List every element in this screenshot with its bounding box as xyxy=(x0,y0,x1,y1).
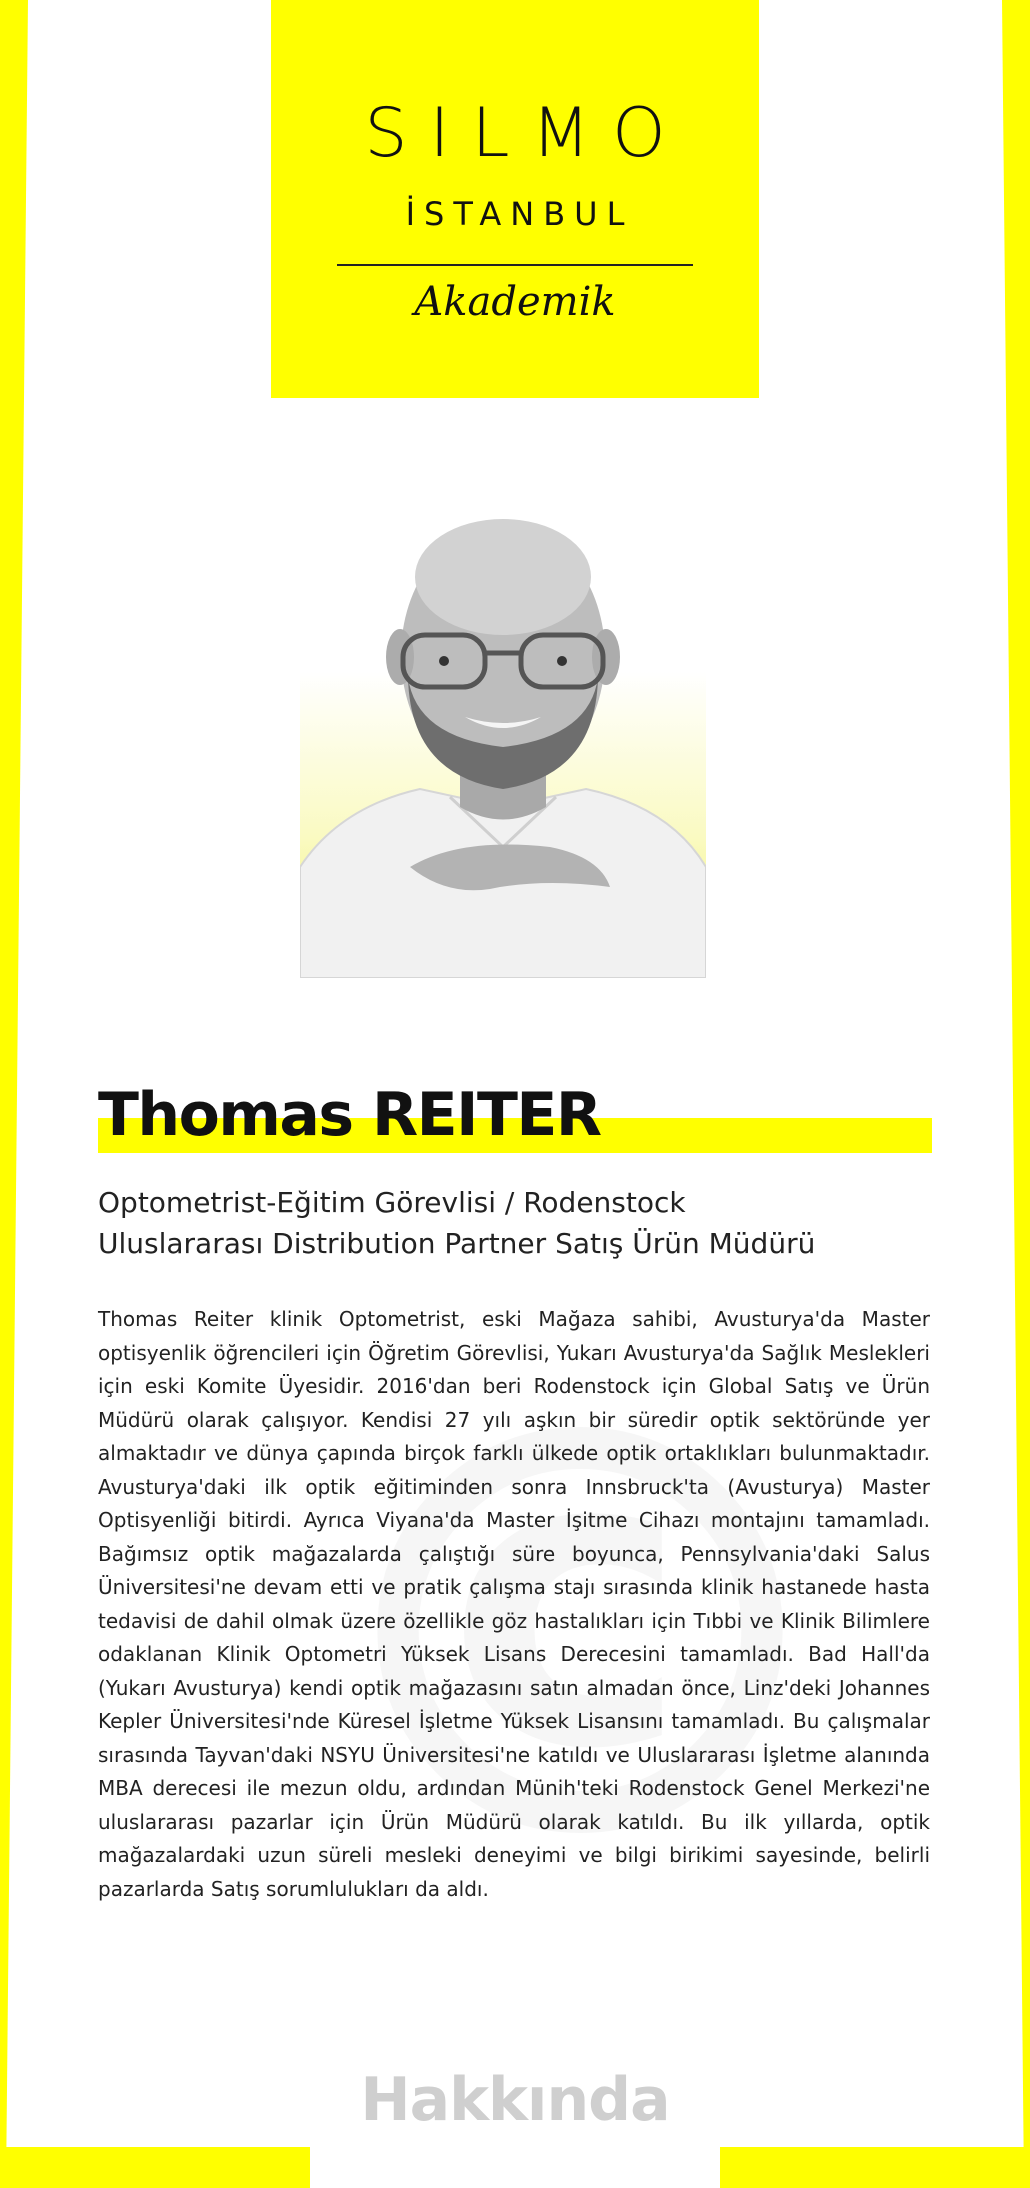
speaker-photo xyxy=(300,507,706,978)
logo-divider xyxy=(337,264,693,266)
logo-brand-text: SILMO xyxy=(364,94,688,173)
logo-program-text: Akademik xyxy=(414,279,616,325)
bottom-accent-right xyxy=(720,2147,1030,2188)
silmo-logo xyxy=(271,0,759,398)
bottom-accent-left xyxy=(0,2147,310,2188)
speaker-subtitle xyxy=(98,1182,938,1264)
portrait-illustration xyxy=(300,507,706,978)
speaker-title-line-1: Optometrist-Eğitim Görevlisi / Rodenstock xyxy=(98,1186,686,1219)
logo-city-text: İSTANBUL xyxy=(405,195,634,233)
speaker-name: Thomas REITER xyxy=(98,1080,601,1150)
speaker-title-line-2: Uluslararası Distribution Partner Satış Ürün Müdürü xyxy=(98,1227,816,1260)
speaker-bio: Thomas Reiter klinik Optometrist, eski Mağaza sahibi, Avusturya'da Master optisyenlik öğrencileri için Öğretim Görevlisi, Yukarı Avusturya'da Sağlık Meslekleri için eski Komite Üyesidir. 2016'dan beri Rodenstock için Global Satış ve Ürün Müdürü olarak çalışıyor. Kendisi 27 yılı aşkın bir süredir optik sektöründe yer almaktadır ve dünya çapında birçok farklı ülkede optik ortaklıkları bulunmaktadır. Avusturya'daki ilk optik eğitiminden sonra Innsbruck'ta (Avusturya) Master Optisyenliği bitirdi. Ayrıca Viyana'da Master İşitme Cihazı montajını tamamladı. Bağımsız optik mağazalarda çalıştığı süre boyunca, Pennsylvania'daki Salus Üniversitesi'ne devam etti ve pratik çalışma stajı sırasında klinik hastanede hasta tedavisi de dahil olmak üzere özellikle göz hastalıkları için Tıbbi ve Klinik Bilimlere odaklanan Klinik Optometri Yüksek Lisans Derecesini tamamladı. Bad Hall'da (Yukarı Avusturya) kendi optik mağazasını satın almadan önce, Linz'deki Johannes Kepler Üniversitesi'nde Küresel İşletme Yüksek Lisansını tamamladı. Bu çalışmalar sırasında Tayvan'daki NSYU Üniversitesi'ne katıldı ve Uluslararası İşletme alanında MBA derecesi ile mezun oldu, ardından Münih'teki Rodenstock Genel Merkezi'ne uluslararası pazarlar için Ürün Müdürü olarak katıldı. Bu ilk yıllarda, optik mağazalardaki uzun süreli mesleki deneyimi ve bilgi birikimi sayesinde, belirli pazarlarda Satış sorumlulukları da aldı. xyxy=(98,1307,930,1901)
footer-title: Hakkında xyxy=(360,2065,670,2135)
